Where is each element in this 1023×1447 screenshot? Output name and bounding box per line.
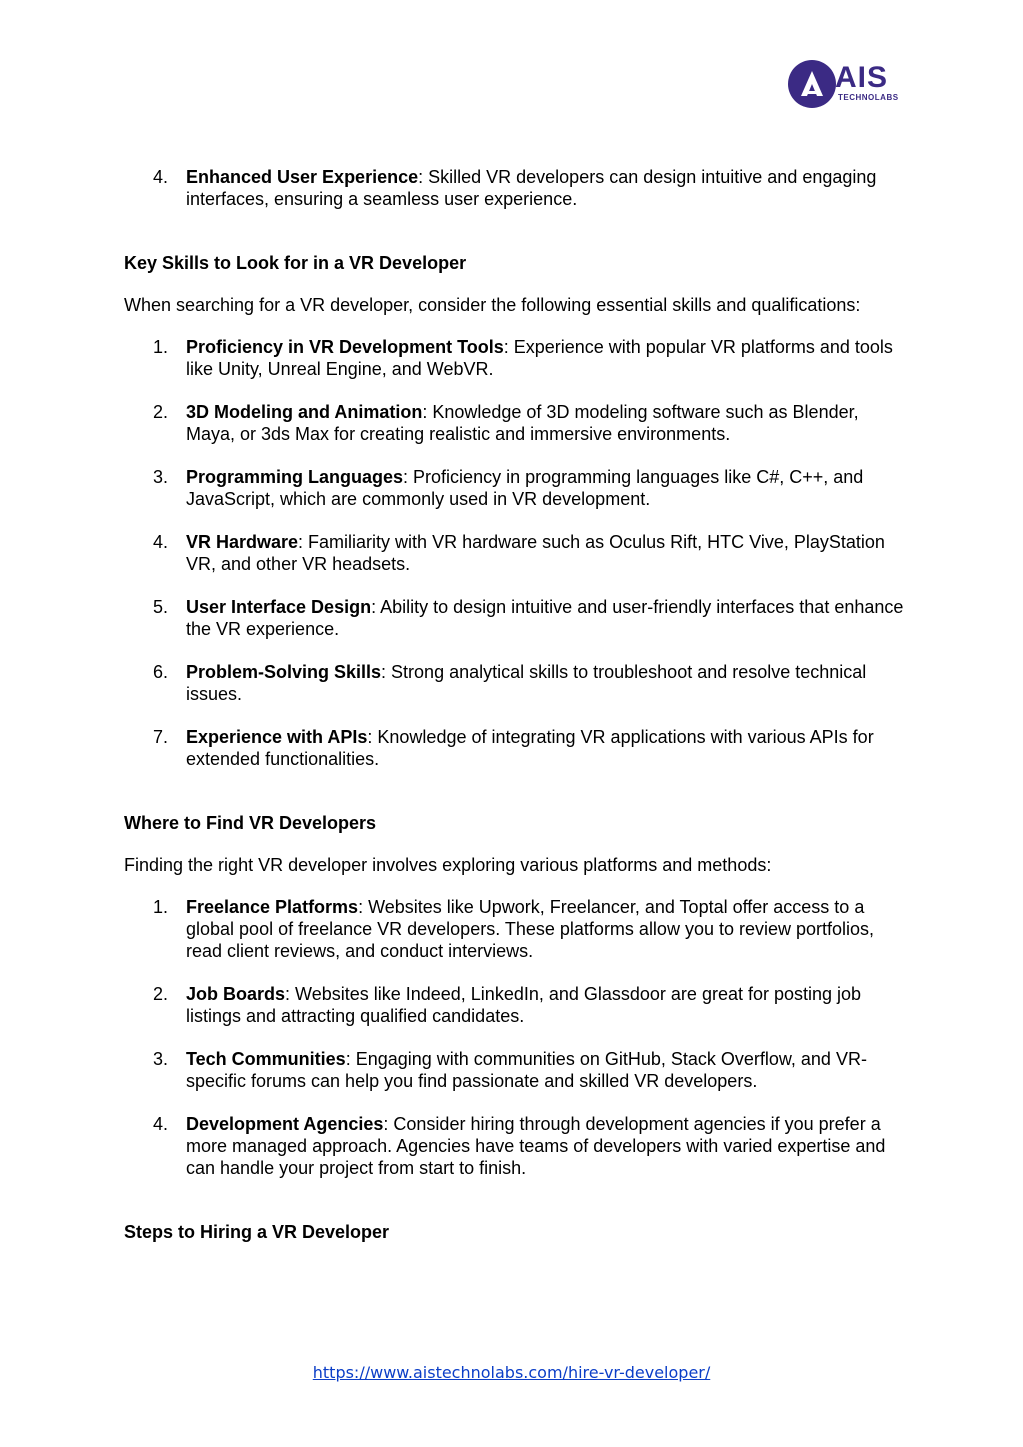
list-item [124,726,904,770]
list-item [124,596,904,640]
list-item-title: 3D Modeling and Animation [186,402,423,422]
list-item-text: : Experience with popular VR platforms and tools like Unity, Unreal Engine, and WebVR. [186,337,893,379]
list-item-text: : Websites like Indeed, LinkedIn, and Glassdoor are great for posting job listings and attracting qualified candidates. [186,984,862,1026]
section-heading-where-to-find: Where to Find VR Developers [124,813,377,833]
list-item-title: Freelance Platforms [186,897,359,917]
list-number: 4. [153,167,169,187]
document-body [124,166,904,1243]
list-item-text: : Strong analytical skills to troubleshoot and resolve technical issues. [186,662,867,704]
list-number: 5. [153,597,169,617]
list-item-title: Programming Languages [186,467,404,487]
footer-url-link[interactable]: https://www.aistechnolabs.com/hire-vr-developer/ [312,1363,711,1382]
list-item [124,336,904,380]
list-item [124,896,904,962]
list-item [124,661,904,705]
list-item-text: : Ability to design intuitive and user-friendly interfaces that enhance the VR experience. [186,597,904,639]
list-item-text: : Engaging with communities on GitHub, Stack Overflow, and VR-specific forums can help you find passionate and skilled VR developers. [186,1049,867,1091]
list-number: 6. [153,662,169,682]
list-number: 2. [153,402,169,422]
list-number: 7. [153,727,169,747]
list-number: 1. [153,337,169,357]
section-intro: When searching for a VR developer, consider the following essential skills and qualifications: [124,295,861,315]
list-item-title: Experience with APIs [186,727,368,747]
list-item-text: : Skilled VR developers can design intuitive and engaging interfaces, ensuring a seamless user experience. [186,167,877,209]
list-number: 3. [153,1049,169,1069]
section-heading-key-skills: Key Skills to Look for in a VR Developer [124,253,467,273]
list-number: 2. [153,984,169,1004]
list-item-text: : Consider hiring through development agencies if you prefer a more managed approach. Agencies have teams of developers with varied expertise and can handle your project from start to finish. [186,1114,886,1178]
list-item [124,531,904,575]
list-item [124,401,904,445]
list-item-text: : Familiarity with VR hardware such as Oculus Rift, HTC Vive, PlayStation VR, and other VR headsets. [186,532,885,574]
list-item-text: : Knowledge of 3D modeling software such as Blender, Maya, or 3ds Max for creating realistic and immersive environments. [186,402,859,444]
list-item [124,166,904,210]
list-item-title: User Interface Design [186,597,372,617]
company-logo [788,60,904,110]
list-item-text: : Knowledge of integrating VR applications with various APIs for extended functionalities. [186,727,874,769]
list-item-title: Development Agencies [186,1114,384,1134]
logo-sub-text: TECHNOLABS [838,93,899,102]
list-item-title: Tech Communities [186,1049,346,1069]
list-number: 4. [153,532,169,552]
section-heading-steps: Steps to Hiring a VR Developer [124,1222,390,1242]
logo-a-icon [788,60,836,108]
list-item-title: Proficiency in VR Development Tools [186,337,504,357]
list-number: 1. [153,897,169,917]
logo-brand-text: AIS [835,61,889,94]
list-item-title: VR Hardware [186,532,299,552]
list-item [124,466,904,510]
list-item-title: Job Boards [186,984,286,1004]
list-item-title: Problem-Solving Skills [186,662,382,682]
list-item-text: : Proficiency in programming languages like C#, C++, and JavaScript, which are commonly used in VR development. [186,467,864,509]
list-number: 4. [153,1114,169,1134]
list-item-text: : Websites like Upwork, Freelancer, and Toptal offer access to a global pool of freelance VR developers. These platforms allow you to review portfolios, read client reviews, and conduct interviews. [186,897,875,961]
list-item [124,983,904,1027]
section-intro: Finding the right VR developer involves exploring various platforms and methods: [124,855,772,875]
list-number: 3. [153,467,169,487]
list-item [124,1113,904,1179]
list-item [124,1048,904,1092]
list-item-title: Enhanced User Experience [186,167,419,187]
